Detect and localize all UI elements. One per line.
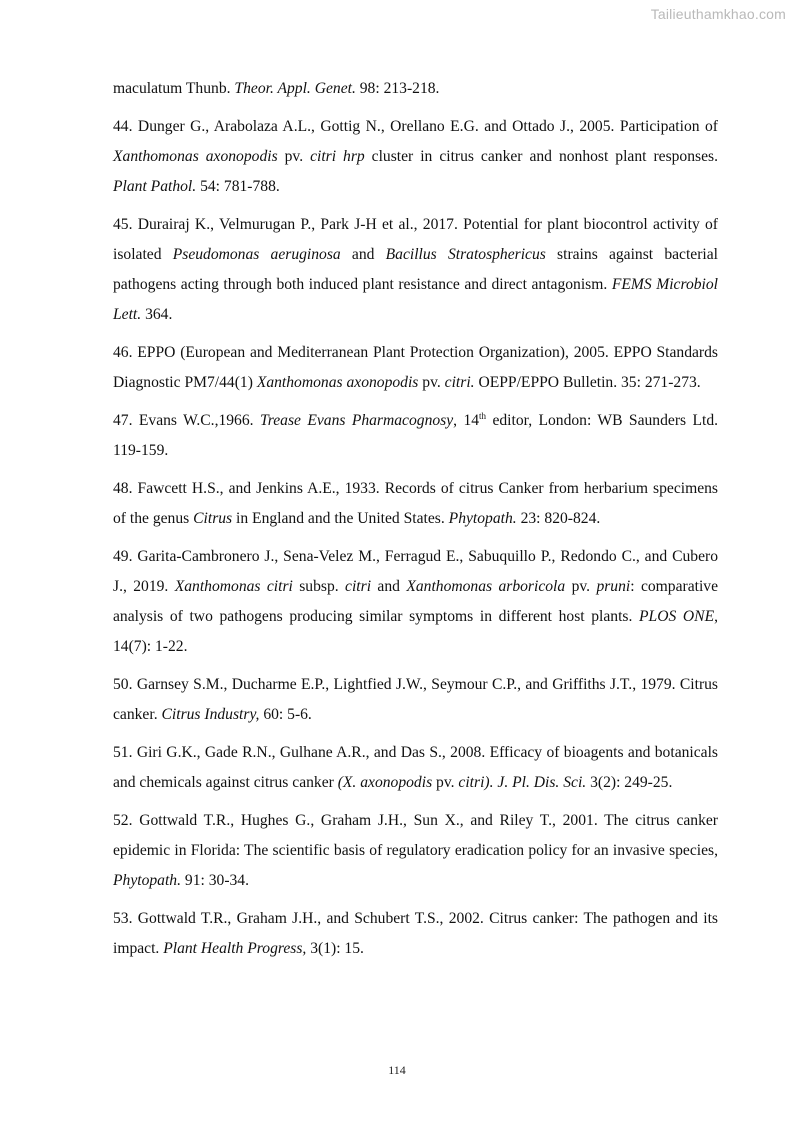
reference-45: 45. Durairaj K., Velmurugan P., Park J-H et al., 2017. Potential for plant biocontrol activity of isolated Pseudomonas aeruginosa and Bacillus Stratosphericus strains against bacterial pathogens acting through both induced plant resistance and direct antagonism. FEMS Microbiol Lett. 364. bbox=[113, 216, 719, 323]
reference-44: 44. Dunger G., Arabolaza A.L., Gottig N., Orellano E.G. and Ottado J., 2005. Participation of Xanthomonas axonopodis pv. citri hrp cluster in citrus canker and nonhost plant responses. Plant Pathol. 54: 781-788. bbox=[113, 118, 718, 195]
watermark: Tailieuthamkhao.com bbox=[650, 6, 786, 22]
reference-list bbox=[113, 74, 718, 972]
reference-53: 53. Gottwald T.R., Graham J.H., and Schubert T.S., 2002. Citrus canker: The pathogen and its impact. Plant Health Progress, 3(1): 15. bbox=[113, 910, 718, 957]
page-number: 114 bbox=[388, 1063, 406, 1077]
reference-46: 46. EPPO (European and Mediterranean Plant Protection Organization), 2005. EPPO Standards Diagnostic PM7/44(1) Xanthomonas axonopodis pv. citri. OEPP/EPPO Bulletin. 35: 271-273. bbox=[113, 344, 718, 391]
reference-50: 50. Garnsey S.M., Ducharme E.P., Lightfied J.W., Seymour C.P., and Griffiths J.T., 1979. Citrus canker. Citrus Industry, 60: 5-6. bbox=[113, 676, 718, 723]
reference-49: 49. Garita-Cambronero J., Sena-Velez M., Ferragud E., Sabuquillo P., Redondo C., and Cubero J., 2019. Xanthomonas citri subsp. citri and Xanthomonas arboricola pv. pruni: comparative analysis of two pathogens producing similar symptoms in different host plants. PLOS ONE, 14(7): 1-22. bbox=[113, 548, 719, 655]
reference-continuation: maculatum Thunb. Theor. Appl. Genet. 98: 213-218. bbox=[113, 80, 440, 97]
reference-48: 48. Fawcett H.S., and Jenkins A.E., 1933. Records of citrus Canker from herbarium specimens of the genus Citrus in England and the United States. Phytopath. 23: 820-824. bbox=[113, 480, 718, 527]
reference-51: 51. Giri G.K., Gade R.N., Gulhane A.R., and Das S., 2008. Efficacy of bioagents and botanicals and chemicals against citrus canker (X. axonopodis pv. citri). J. Pl. Dis. Sci. 3(2): 249-25. bbox=[113, 744, 718, 791]
reference-47: 47. Evans W.C.,1966. Trease Evans Pharmacognosy, 14th editor, London: WB Saunders Ltd. 119-159. bbox=[113, 411, 719, 459]
reference-52: 52. Gottwald T.R., Hughes G., Graham J.H., Sun X., and Riley T., 2001. The citrus canker epidemic in Florida: The scientific basis of regulatory eradication policy for an invasive species, Phytopath. 91: 30-34. bbox=[113, 812, 718, 889]
